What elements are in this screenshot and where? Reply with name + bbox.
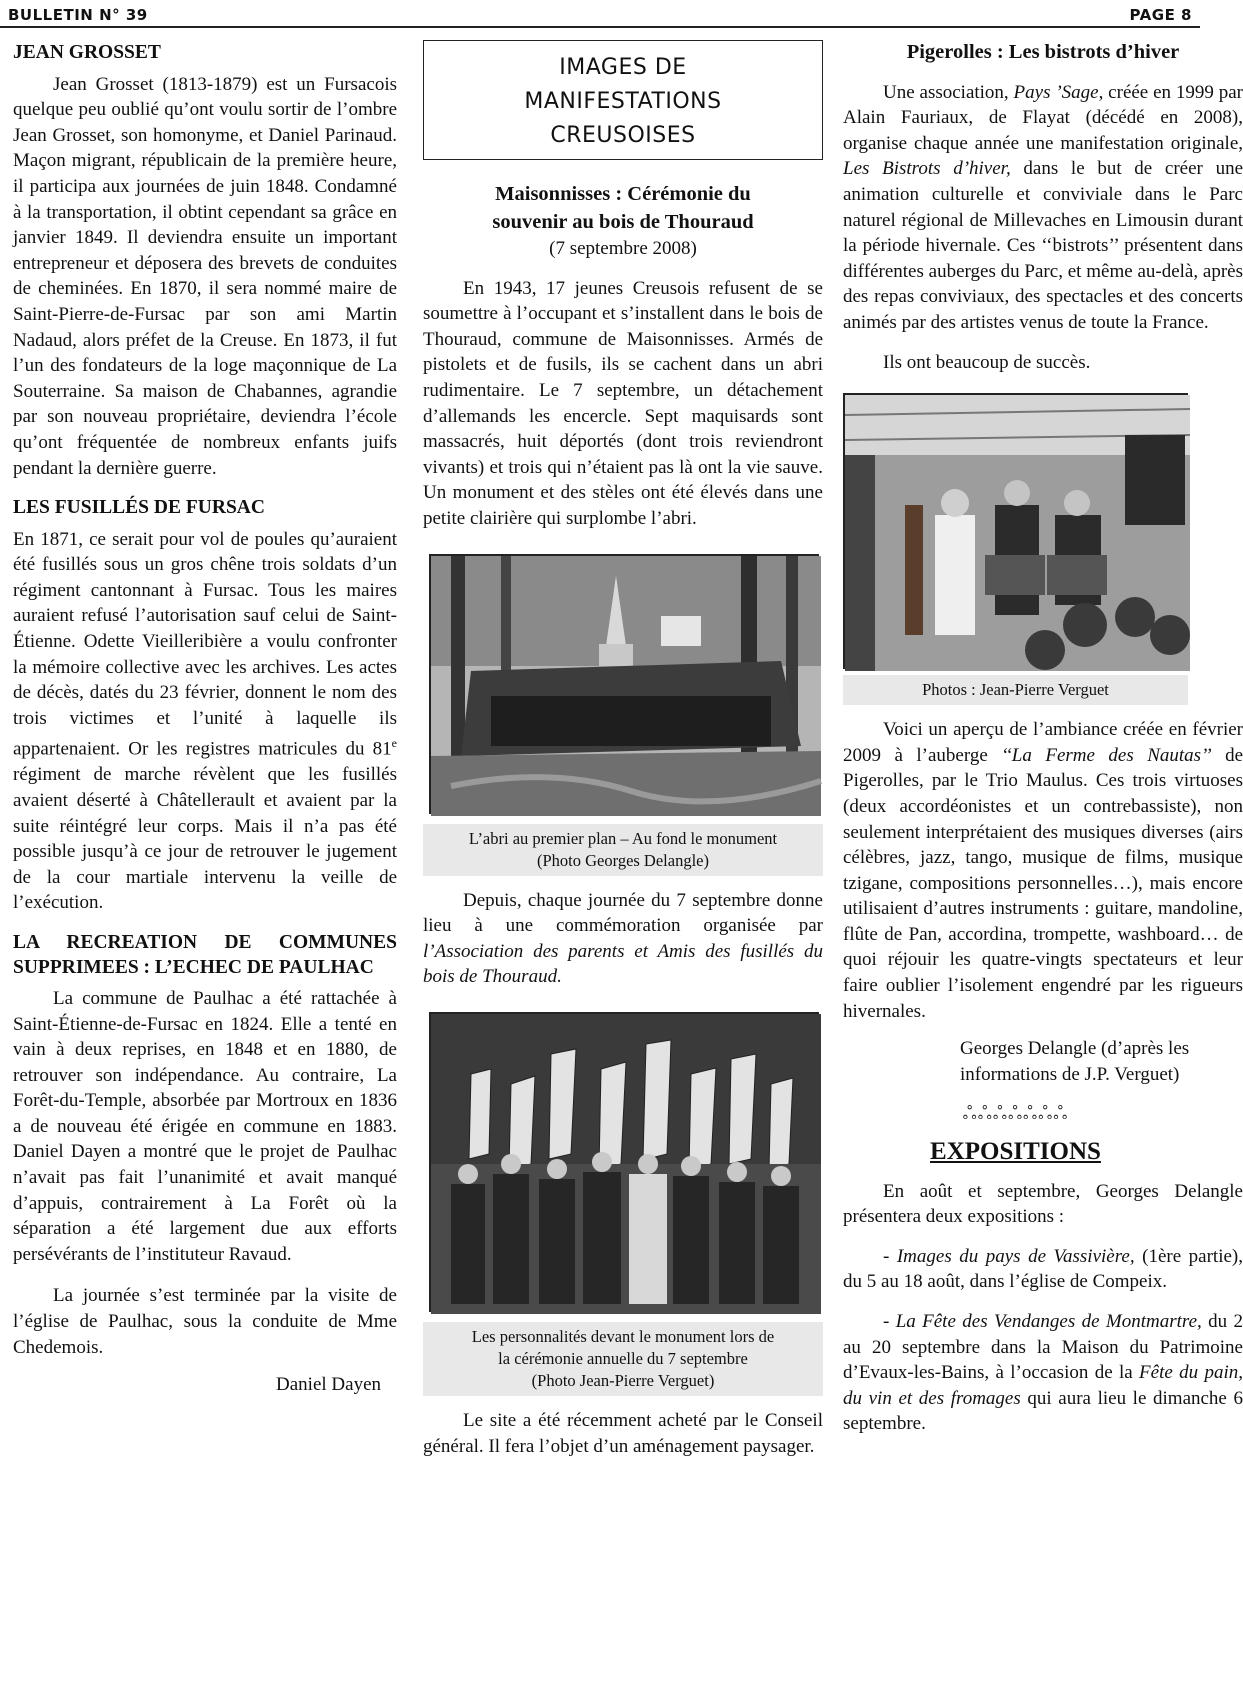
photo-caption-2: Les personnalités devant le monument lors de la cérémonie annuelle du 7 septembre (Photo Jean-Pierre Verguet) (423, 1322, 823, 1396)
photo-caption-1: L’abri au premier plan – Au fond le monument (Photo Georges Delangle) (423, 824, 823, 876)
article-date: (7 septembre 2008) (549, 238, 697, 259)
paulhac-title: LA RECREATION DE COMMUNES SUPPRIMEES : L’ECHEC DE PAULHAC (13, 931, 397, 978)
closing-text: La journée s’est terminée par la visite de l’église de Paulhac, sous la conduite de Mme Chedemois. (13, 1285, 397, 1358)
grosset-title: JEAN GROSSET (13, 42, 161, 63)
fusilles-body: En 1871, ce serait pour vol de poules qu’auraient été fusillés sous un gros chêne trois soldats d’un régiment cantonnant à Fursac. Tous les maires auraient refusé l’autorisation sauf celui de Saint-Étienne. Odette Vieilleribière a voulu confronter la mémoire collective avec les archives. Les actes de décès, datés du 23 février, donnent le nom des trois victimes et l’unité à laquelle ils appartenaient. Or les registres matricules du 81e régiment de marche révèlent que les fusillés avaient déserté à Châtellerault et avaient par la suite réintégré leur corps. Mais il n’a pas été possible jusqu’à ce jour de retrouver le jugement de la cour martiale intervenu la veille de l’exécution. (13, 528, 397, 914)
signature-delangle: Georges Delangle (d’après les informations de J.P. Verguet) (960, 1038, 1190, 1085)
header-rule (0, 26, 1200, 28)
pigerolles-body-2: Ils ont beaucoup de succès. (883, 351, 1091, 373)
pigerolles-title: Pigerolles : Les bistrots d’hiver (906, 41, 1180, 63)
column-right (843, 40, 1243, 1703)
article-body-2: Depuis, chaque journée du 7 septembre donne lieu à une commémoration organisée par l’Association des parents et Amis des fusillés du bois de Thouraud. (423, 889, 823, 988)
exposition-item-2: - La Fête des Vendanges de Montmartre, du 2 au 20 septembre dans la Maison du Patrimoine d’Evaux-les-Bains, à l’occasion de la Fête du pain, du vin et des fromages qui aura lieu le dimanche 6 septembre. (843, 1311, 1243, 1435)
accordion-concert-photo (843, 393, 1188, 669)
pigerolles-body-3: Voici un aperçu de l’ambiance créée en février 2009 à l’auberge ‘‘La Ferme des Nautas’’ de Pigerolles, par le Trio Maulus. Ces trois virtuoses (deux accordéonistes et un contrebassiste), non seulement interprétaient des musiques diverses (airs célèbres, jazz, tango, musique de films, musique tzigane, compositions personnelles…), mais encore utilisaient d’autres instruments : guitare, mandoline, flûte de Pan, accordina, trompette, washboard… de quoi réjouir les quatre-vingts spectateurs et leur faire oublier l’isolement engendré par les rigueurs hivernales. (843, 719, 1243, 1022)
expositions-intro: En août et septembre, Georges Delangle présentera deux expositions : (843, 1180, 1243, 1228)
article-body-3: Le site a été récemment acheté par le Conseil général. Il fera l’objet d’un aménagement paysager. (423, 1409, 823, 1457)
expositions-title: EXPOSITIONS (930, 1138, 1101, 1166)
photo-caption-3: Photos : Jean-Pierre Verguet (843, 675, 1188, 705)
section-box-title: IMAGES DE MANIFESTATIONS CREUSOISES (423, 40, 823, 160)
ornament-divider: ஃஃஃஃஃஃஃ (962, 1103, 1069, 1125)
shelter-monument-photo (429, 554, 819, 814)
column-middle (423, 40, 823, 1459)
fusilles-title: LES FUSILLÉS DE FURSAC (13, 497, 265, 519)
exposition-item-1: - Images du pays de Vassivière, (1ère partie), du 5 au 18 août, dans l’église de Compeix. (843, 1245, 1243, 1293)
column-left (13, 40, 397, 1398)
article-body-1: En 1943, 17 jeunes Creusois refusent de se soumettre à l’occupant et s’installent dans le bois de Thouraud, commune de Maisonnisses. Armés de pistolets et de fusils, ils se cachent dans un abri rudimentaire. Le 7 septembre, un détachement d’allemands les encercle. Sept maquisards sont massacrés, huit déportés (dont trois reviendront vivants) et trois qui n’étaient pas là ont la vie sauve. Un monument et des stèles ont été élevés dans une petite clairière qui surplombe l’abri. (423, 277, 823, 529)
paulhac-body: La commune de Paulhac a été rattachée à Saint-Étienne-de-Fursac en 1824. Elle a tenté en vain à deux reprises, en 1848 et en 1880, de retrouver son indépendance. Au contraire, La Forêt-du-Temple, absorbée par Mortroux en 1836 a de nouveau été érigée en commune en 1883. Daniel Dayen a montré que le projet de Paulhac n’avait pas fait l’unanimité et avait manqué d’appuis, contrairement à La Forêt où la séparation a été largement due aux efforts persévérants de l’instituteur Ravaud. (13, 987, 397, 1265)
page-number: PAGE 8 (1129, 6, 1192, 24)
grosset-body: Jean Grosset (1813-1879) est un Fursacois quelque peu oublié qu’ont voulu sortir de l’ombre Jean Grosset, son homonyme, et Daniel Parinaud. Maçon migrant, républicain de la première heure, il participa aux journées de juin 1848. Condamné à la transportation, il obtint cependant sa grâce en janvier 1849. Il deviendra ensuite un important entrepreneur et déposera des brevets de conduites de cheminées. En 1870, il sera nommé maire de Saint-Pierre-de-Fursac par son ami Martin Nadaud, alors préfet de la Creuse. En 1873, il fut l’un des fondateurs de la loge maçonnique de La Souterraine. Sa maison de Chabannes, agrandie par son nouveau propriétaire, deviendra l’école qu’ont fréquentée de nombreux enfants juifs pendant la dernière guerre. (13, 73, 397, 479)
bulletin-number: BULLETIN N° 39 (8, 6, 148, 24)
ceremony-flags-photo (429, 1012, 819, 1312)
signature-dayen: Daniel Dayen (276, 1374, 381, 1396)
article-title: Maisonnisses : Cérémonie du souvenir au bois de Thouraud (492, 183, 754, 233)
pigerolles-body-1: Une association, Pays ’Sage, créée en 1999 par Alain Fauriaux, de Flayat (décédé en 2008), organise chaque année une manifestation originale, Les Bistrots d’hiver, dans le but de créer une animation culturelle et conviviale dans le Parc naturel régional de Millevaches en Limousin durant la période hivernale. Ces ‘‘bistrots’’ présentent dans différentes auberges du Parc, et même au-delà, après des repas conviviaux, des spectacles et des concerts animés par des artistes venus de toute la France. (843, 81, 1243, 333)
